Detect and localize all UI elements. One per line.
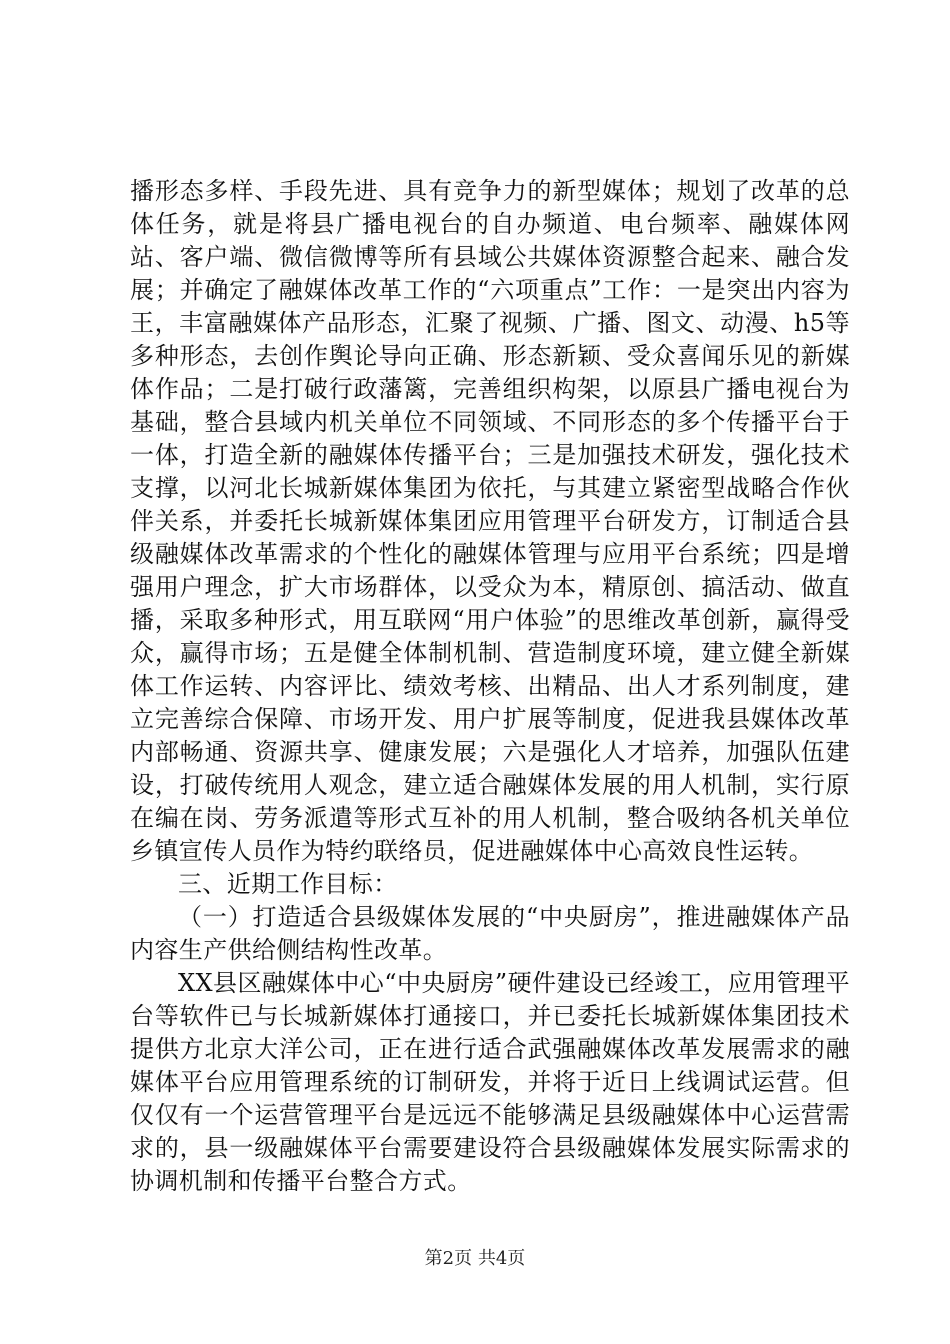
document-body xyxy=(130,175,850,1198)
paragraph-continuation: 播形态多样、手段先进、具有竞争力的新型媒体；规划了改革的总体任务，就是将县广播电视台的自办频道、电台频率、融媒体网站、客户端、微信微博等所有县域公共媒体资源整合起来、融合发展；并确定了融媒体改革工作的“六项重点”工作：一是突出内容为王，丰富融媒体产品形态，汇聚了视频、广播、图文、动漫、h5等多种形态，去创作舆论导向正确、形态新颖、受众喜闻乐见的新媒体作品；二是打破行政藩篱，完善组织构架，以原县广播电视台为基础，整合县域内机关单位不同领域、不同形态的多个传播平台于一体，打造全新的融媒体传播平台；三是加强技术研发，强化技术支撑，以河北长城新媒体集团为依托，与其建立紧密型战略合作伙伴关系，并委托长城新媒体集团应用管理平台研发方，订制适合县级融媒体改革需求的个性化的融媒体管理与应用平台系统；四是增强用户理念，扩大市场群体，以受众为本，精原创、搞活动、做直播，采取多种形式，用互联网“用户体验”的思维改革创新，赢得受众，赢得市场；五是健全体制机制、营造制度环境，建立健全新媒体工作运转、内容评比、绩效考核、出精品、出人才系列制度，建立完善综合保障、市场开发、用户扩展等制度，促进我县媒体改革内部畅通、资源共享、健康发展；六是强化人才培养，加强队伍建设，打破传统用人观念，建立适合融媒体发展的用人机制，实行原在编在岗、劳务派遣等形式互补的用人机制，整合吸纳各机关单位乡镇宣传人员作为特约联络员，促进融媒体中心高效良性运转。 xyxy=(130,177,850,865)
paragraph-body: XX县区融媒体中心“中央厨房”硬件建设已经竣工，应用管理平台等软件已与长城新媒体打通接口，并已委托长城新媒体集团技术提供方北京大洋公司，正在进行适合武强融媒体改革发展需求的融媒体平台应用管理系统的订制研发，并将于近日上线调试运营。但仅仅有一个运营管理平台是远远不能够满足县级融媒体中心运营需求的，县一级融媒体平台需要建设符合县级融媒体发展实际需求的协调机制和传播平台整合方式。 xyxy=(130,969,850,1195)
subsection-heading: （一）打造适合县级媒体发展的“中央厨房”，推进融媒体产品内容生产供给侧结构性改革。 xyxy=(130,903,850,964)
page-number: 第2页 共4页 xyxy=(424,1248,526,1269)
section-heading: 三、近期工作目标： xyxy=(178,870,398,898)
